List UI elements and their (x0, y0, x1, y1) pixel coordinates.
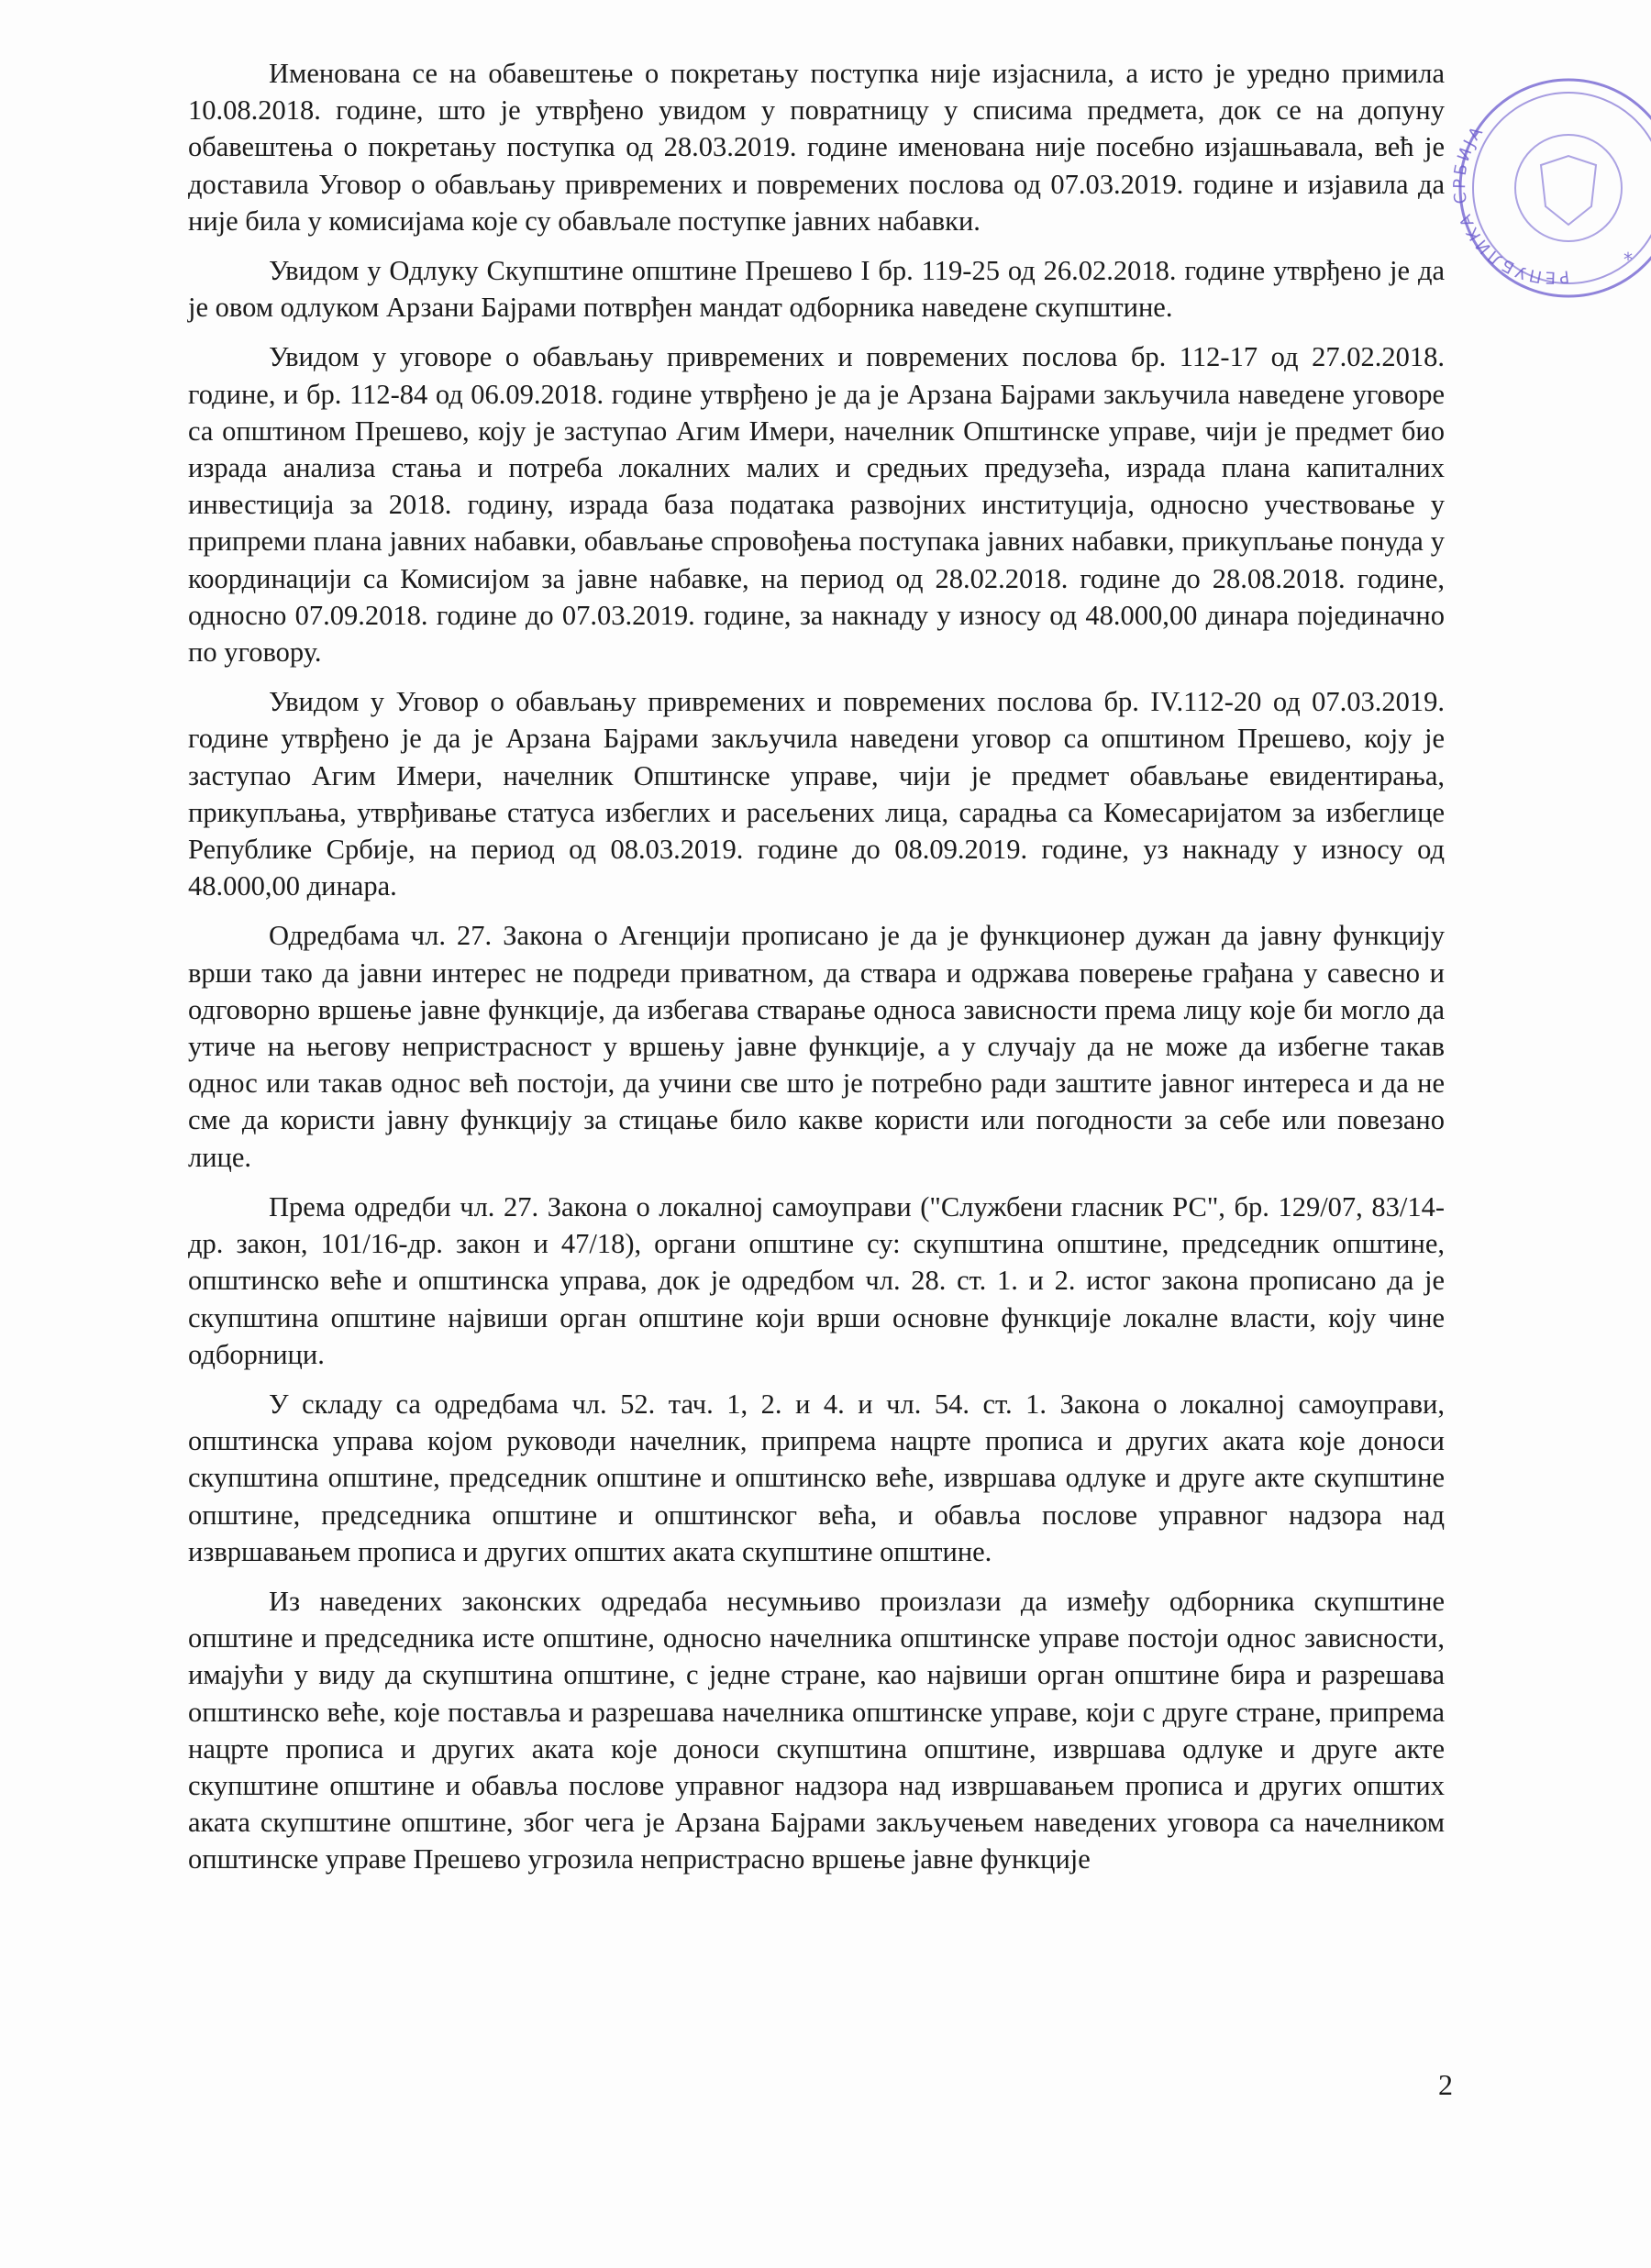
paragraph-2: Увидом у Одлуку Скупштине општине Прешево I бр. 119-25 од 26.02.2018. године утврђено је да је овом одлуком Арзани Бајрами потврђен мандат одборника наведене скупштине. (188, 255, 1445, 324)
document-body (188, 55, 1445, 1878)
page-number: 2 (1438, 2068, 1453, 2101)
stamp-seal-icon (1431, 69, 1651, 298)
stamp-text: РЕПУБЛИКА СРБИЈА (1450, 121, 1570, 287)
official-stamp (1431, 69, 1651, 298)
paragraph-1: Именована се на обавештење о покретању поступка није изјаснила, а исто је уредно примила 10.08.2018. године, што је утврђено увидом у повратницу у списима предмета, док се на допуну обавештења о покретању поступка од 28.03.2019. године именована није посебно изјашњавала, већ је доставила Уговор о обављању привремених и повремених послова од 07.03.2019. године и изјавила да није била у комисијама које су обављале поступке јавних набавки. (188, 58, 1445, 237)
paragraph-8: Из наведених законских одредаба несумњиво произлази да између одборника скупштине општине и председника исте општине, односно начелника општинске управе постоји однос зависности, имајући у виду да скупштина општине, с једне стране, као највиши орган општине бира и разрешава општинско веће, које поставља и разрешава начелника општинске управе, који с друге стране, припрема нацрте прописа и других аката које доноси скупштина општине, извршава одлуке и друге акте скупштине општине и обавља послове управног надзора над извршавањем прописа и других општих аката скупштине општине, због чега је Арзана Бајрами закључењем наведених уговора са начелником општинске управе Прешево угрозила непристрасно вршење јавне функције (188, 1585, 1445, 1875)
paragraph-7: У складу са одредбама чл. 52. тач. 1, 2. и 4. и чл. 54. ст. 1. Закона о локалној самоуправи, општинска управа којом руководи начелник, припрема нацрте прописа и других аката које доноси скупштина општине, председник општине и општинско веће, извршава одлуке и друге акте скупштине општине, председника општине и општинског већа, и обавља послове управног надзора над извршавањем прописа и других општих аката скупштине општине. (188, 1388, 1445, 1567)
paragraph-4: Увидом у Уговор о обављању привремених и повремених послова бр. IV.112-20 од 07.03.2019. године утврђено је да је Арзана Бајрами закључила наведени уговор са општином Прешево, коју је заступао Агим Имери, начелник Општинске управе, чији је предмет обављање евидентирања, прикупљања, утврђивање статуса избеглих и расељених лица, сарадња са Комесаријатом за избеглице Републике Србије, на период од 08.03.2019. године до 08.09.2019. године, уз накнаду у износу од 48.000,00 динара. (188, 686, 1445, 902)
paragraph-3: Увидом у уговоре о обављању привремених и повремених послова бр. 112-17 од 27.02.2018. године, и бр. 112-84 од 06.09.2018. године утврђено је да је Арзана Бајрами закључила наведене уговоре са општином Прешево, коју је заступао Агим Имери, начелник Општинске управе, чији је предмет био израда анализа стања и потреба локалних малих и средњих предузећа, израда плана капиталних инвестиција за 2018. годину, израда база података развојних институција, односно учествовање у припреми плана јавних набавки, обављање спровођења поступака јавних набавки, прикупљање понуда у координацији са Комисијом за јавне набавке, на период од 28.02.2018. године до 28.08.2018. године, односно 07.09.2018. године до 07.03.2019. године, за накнаду у износу од 48.000,00 динара појединачно по уговору. (188, 341, 1445, 669)
paragraph-6: Према одредби чл. 27. Закона о локалној самоуправи ("Службени гласник РС", бр. 129/07, 83/14-др. закон, 101/16-др. закон и 47/18), органи општине су: скупштина општине, председник општине, општинско веће и општинска управа, док је одредбом чл. 28. ст. 1. и 2. истог закона прописано да је скупштина општине највиши орган општине који врши основне функције локалне власти, коју чине одборници. (188, 1190, 1445, 1370)
paragraph-5: Одредбама чл. 27. Закона о Агенцији прописано је да је функционер дужан да јавну функцију врши тако да јавни интерес не подреди приватном, да ствара и одржава поверење грађана у савесно и одговорно вршење јавне функције, да избегава стварање односа зависности према лицу које би могло да утиче на његову непристрасност у вршењу јавне функције, а у случају да не може да избегне такав однос или такав однос већ постоји, да учини све што је потребно ради заштите јавног интереса и да не сме да користи јавну функцију за стицање било какве користи или погодности за себе или повезано лице. (188, 920, 1445, 1173)
svg-text:*: * (1623, 249, 1633, 271)
